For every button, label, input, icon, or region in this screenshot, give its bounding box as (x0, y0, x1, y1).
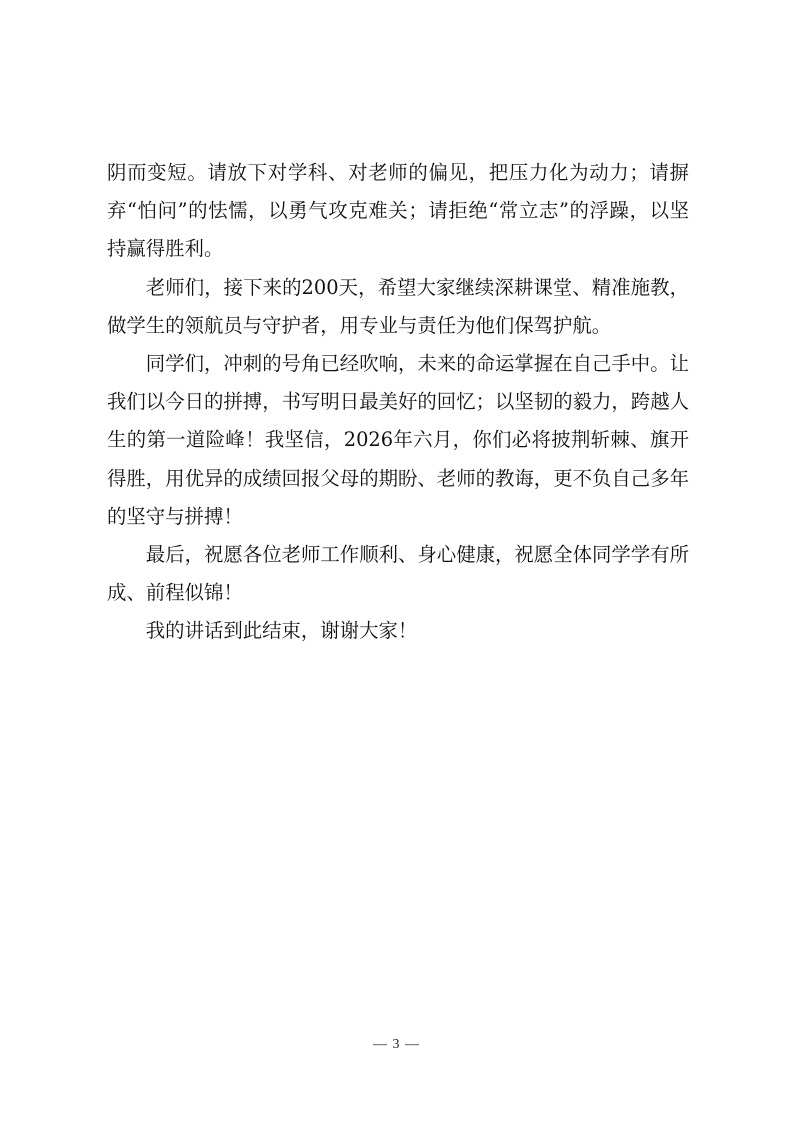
document-body (107, 154, 689, 651)
paragraph-teachers: 老师们，接下来的200天，希望大家继续深耕课堂、精准施教，做学生的领航员与守护者，用专业与责任为他们保驾护航。 (107, 275, 689, 337)
page-number: — 3 — (373, 1037, 420, 1052)
paragraph-students: 同学们，冲刺的号角已经吹响，未来的命运掌握在自己手中。让我们以今日的拼搏，书写明日最美好的回忆；以坚韧的毅力，跨越人生的第一道险峰！我坚信，2026年六月，你们必将披荆斩棘、旗开得胜，用优异的成绩回报父母的期盼、老师的教诲，更不负自己多年的坚守与拼搏！ (107, 352, 689, 528)
paragraph-closing: 我的讲话到此结束，谢谢大家！ (145, 619, 418, 643)
paragraph-wishes: 最后，祝愿各位老师工作顺利、身心健康，祝愿全体同学学有所成、前程似锦！ (107, 543, 689, 605)
paragraph-continuation: 阴而变短。请放下对学科、对老师的偏见，把压力化为动力；请摒弃“怕问”的怯懦，以勇气攻克难关；请拒绝“常立志”的浮躁，以坚持赢得胜利。 (107, 161, 689, 261)
